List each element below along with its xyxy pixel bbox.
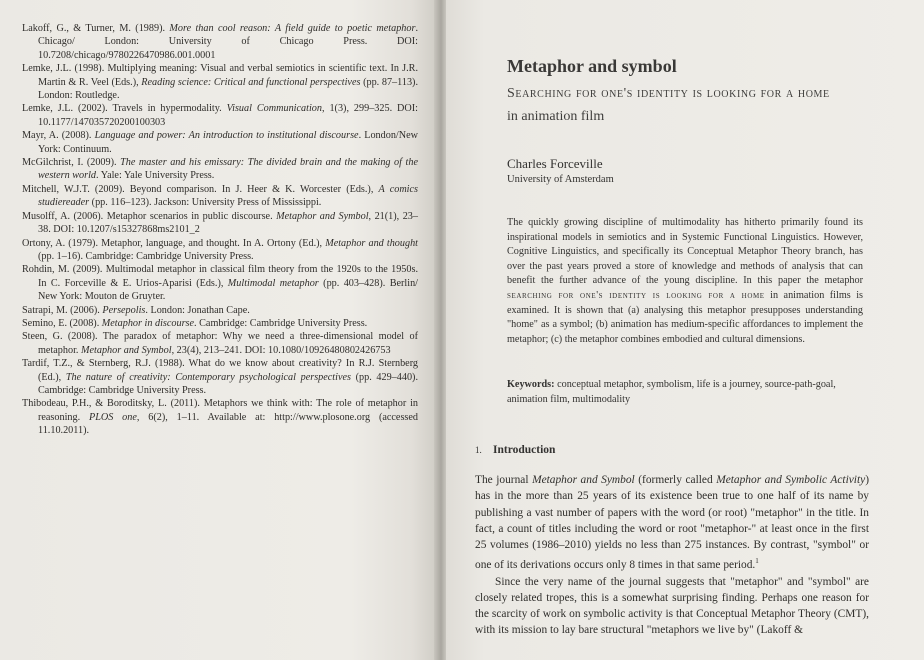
reference-entry: Satrapi, M. (2006). Persepolis. London: Jonathan Cape. [22,304,250,316]
keywords [507,378,863,407]
reference-entry: Ortony, A. (1979). Metaphor, language, and thought. In A. Ortony (Ed.), Metaphor and thought (pp. 1–16). Cambridge: Cambridge University Press. [22,237,418,262]
paragraph: Since the very name of the journal suggests that "metaphor" and "symbol" are closely related tropes, this is a somewhat surprising finding. Perhaps one reason for the scarcity of work on symbolic activity is that Conceptual Metaphor Theory (CMT), with its mission to lay bare structural "metaphors we live by" (Lakoff & [475,575,869,637]
body-text [475,472,869,639]
keywords-label: Keywords: [507,379,555,390]
reference-entry: McGilchrist, I. (2009). The master and his emissary: The divided brain and the making of the western world. Yale: Yale University Press. [22,157,418,182]
reference-entry: Lemke, J.L. (1998). Multiplying meaning: Visual and verbal semiotics in scientific text. In J.R. Martin & R. Veel (Eds.), Reading science: Critical and functional perspectives (pp. 87–113). London: Routledge. [22,63,418,102]
right-page [446,0,924,660]
section-number: 1. [475,445,482,455]
left-page [0,0,438,660]
reference-entry: Semino, E. (2008). Metaphor in discourse. Cambridge: Cambridge University Press. [22,317,368,329]
reference-list [22,22,418,438]
abstract: The quickly growing discipline of multimodality has hitherto primarily found its inspirational models in semiotics and in Systemic Functional Linguistics. However, Cognitive Linguistics, and specifically its Conceptual Metaphor Theory branch, has over the past years proved a store of knowledge and methods of analysis that can benefit the further advance of the young discipline. In this paper the metaphor searching for one's identity is looking for a home in animation films is examined. It is shown that (a) analysing this metaphor presupposes understanding "home" as a symbol; (b) animation has medium-specific affordances to implement the metaphor; (c) the metaphor combines embodied and cultural dimensions. [507,217,863,345]
reference-entry: Thibodeau, P.H., & Boroditsky, L. (2011). Metaphors we think with: The role of metaphor in reasoning. PLOS one, 6(2), 1–11. Available at: http://www.plosone.org (accessed 11.10.2011). [22,398,418,437]
reference-entry: Mayr, A. (2008). Language and power: An introduction to institutional discourse. London/New York: Continuum. [22,130,418,155]
reference-entry: Lakoff, G., & Turner, M. (1989). More than cool reason: A field guide to poetic metaphor. Chicago/ London: University of Chicago Press. DOI: 10.7208/chicago/9780226470986.001.0001 [22,23,418,61]
reference-entry: Musolff, A. (2006). Metaphor scenarios in public discourse. Metaphor and Symbol, 21(1), 23–38. DOI: 10.1207/s15327868ms2101_2 [22,210,418,236]
subtitle-rest: in animation film [507,109,605,124]
author-name: Charles Forceville [507,156,603,171]
author-affiliation: University of Amsterdam [507,174,614,185]
paragraph: The journal Metaphor and Symbol (formerly called Metaphor and Symbolic Activity) has in the more than 25 years of its existence been true to one half of its name by publishing a vast number of papers with the word (or root) "metaphor" in the title. In fact, a count of titles including the word or root "metaphor-" at least once in the first 25 volumes (1986–2010) yields no less than 275 instances. By contrast, "symbol" or one of its derivations occurs only 8 times in that same period.$^1$ [475,474,869,572]
footnote-marker: 1 [755,557,759,566]
section-title: Introduction [493,444,556,456]
article-subtitle [507,82,837,128]
article-title: Metaphor and symbol [507,56,677,76]
reference-entry: Mitchell, W.J.T. (2009). Beyond comparison. In J. Heer & K. Worcester (Eds.), A comics studiereader (pp. 116–123). Jackson: University Press of Mississippi. [22,183,418,209]
reference-entry: Steen, G. (2008). The paradox of metaphor: Why we need a three-dimensional model of metaphor. Metaphor and Symbol, 23(4), 213–241. DOI: 10.1080/10926480802426753 [22,331,418,356]
keywords-list: conceptual metaphor, symbolism, life is a journey, source-path-goal, animation film, multimodality [507,379,836,405]
section-heading [475,444,555,456]
subtitle-smallcaps: Searching for one's identity is looking for a home [507,86,830,101]
reference-entry: Tardif, T.Z., & Sternberg, R.J. (1988). What do we know about creativity? In R.J. Sternberg (Ed.), The nature of creativity: Contemporary psychological perspectives (pp. 429–440). Cambridge: Cambridge University Press. [22,358,418,396]
reference-entry: Rohdin, M. (2009). Multimodal metaphor in classical film theory from the 1920s to the 1950s. In C. Forceville & E. Urios-Aparisi (Eds.), Multimodal metaphor (pp. 403–428). Berlin/ New York: Mouton de Gruyter. [22,264,418,303]
reference-entry: Lemke, J.L. (2002). Travels in hypermodality. Visual Communication, 1(3), 299–325. DOI: 10.1177/147035720200100303 [22,103,418,128]
